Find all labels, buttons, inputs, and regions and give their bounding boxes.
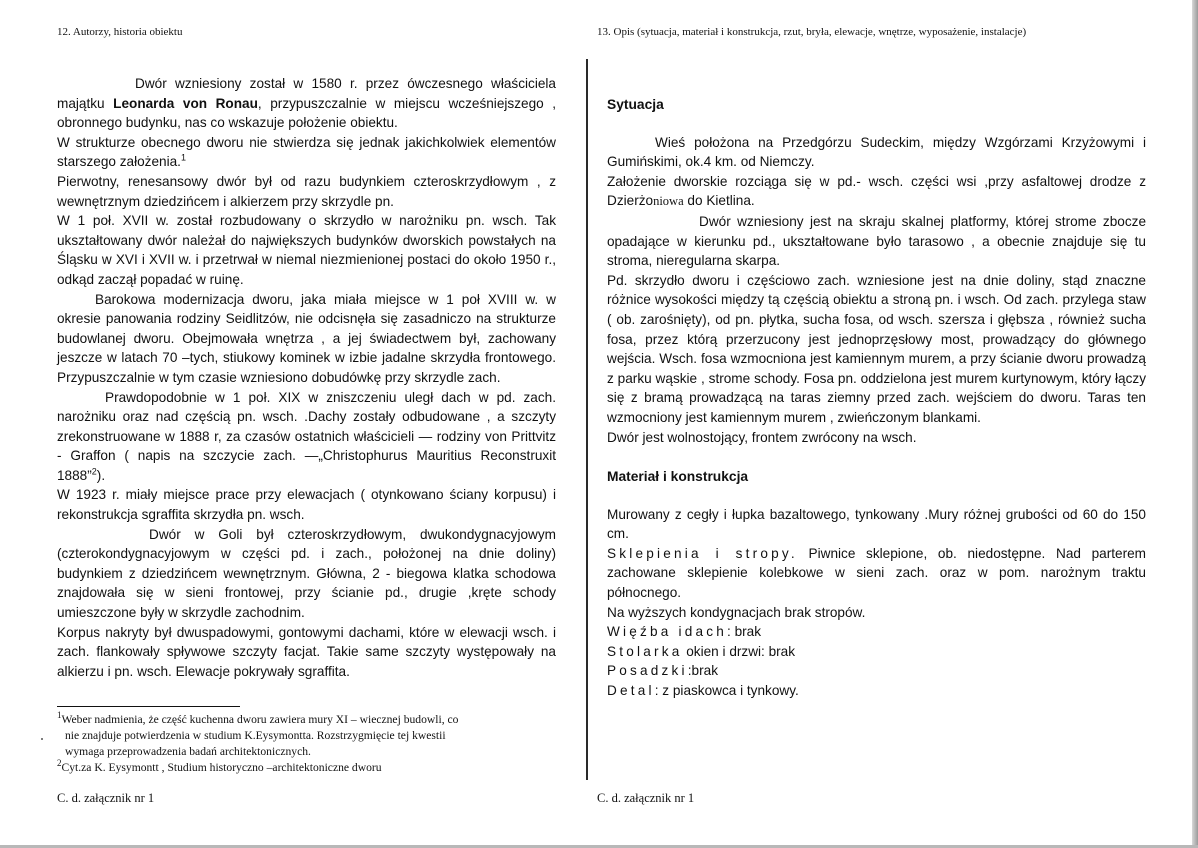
column-divider <box>586 59 588 780</box>
paragraph-text: :brak <box>687 663 718 679</box>
footnote-mark: 1 <box>57 710 62 721</box>
footnote-1 <box>57 712 557 728</box>
material-joinery <box>607 642 1146 662</box>
material-floors <box>607 661 1146 681</box>
spaced-label: Detal <box>607 683 655 699</box>
history-paragraph-4: W 1 poł. XVII w. został rozbudowany o skrzydło w narożniku pn. wsch. Tak ukształtowany dwór należał do największych budynków dworskich powstałych na Śląsku w XVI i XVII w. i przetrwał w niemal niezmienionej postaci do około 1950 r., odkąd zaczął popadać w ruinę. <box>57 213 556 287</box>
paragraph-text: niowa <box>653 194 684 209</box>
right-page-footer: C. d. załącznik nr 1 <box>597 791 695 805</box>
left-page-header: 12. Autorzy, historia obiektu <box>57 26 183 38</box>
footnote-ref-2: 2 <box>91 466 97 477</box>
material-detail <box>607 681 1146 701</box>
situation-paragraph-5: Dwór jest wolnostojący, frontem zwrócony na wsch. <box>607 429 917 445</box>
situation-paragraph-1: Wieś położona na Przedgórzu Sudeckim, między Wzgórzami Krzyżowymi i Gumińskimi, ok.4 km. od Niemczy. <box>607 134 1146 170</box>
history-paragraph-2 <box>57 133 556 172</box>
history-paragraph-5: Barokowa modernizacja dworu, jaka miała miejsce w 1 poł XVIII w. w okresie panowania rodziny Seidlitzów, nie odcisnęła się zasadniczo na strukturze budowlanej dworu. Obejmowała wnętrza , a jej świadectwem był, zachowany jeszcze w latach 70 –tych, stiukowy kominek w izbie jadalne skrzydła frontowego. Przypuszczalnie w tym czasie wzniesiono dobudówkę przy skrzydle zach. <box>57 291 556 385</box>
spaced-label: Sklepienia i stropy. <box>607 545 798 561</box>
history-paragraph-3: Pierwotny, renesansowy dwór był od razu budynkiem czteroskrzydłowym , z wewnętrznym dziedzińcem i alkierzem przy skrzydle pn. <box>57 173 556 209</box>
paragraph-text: Dwór wzniesiony został w 1580 r. przez ówczesnego właściciela majątku <box>57 76 556 111</box>
spaced-label: Posadzki <box>607 663 688 679</box>
paragraph-text: Prawdopodobnie w 1 poł. XIX w zniszczeniu uległ dach w pd. zach. narożniku oraz nad częścią pn. wsch. .Dachy zostały odbudowane , a szczyty zrekonstruowane w 1888 r, za czasów ostatnich właścicieli — rodziny von Prittvitz - Graffon ( napis na szczycie zach. —„Christophurus Mauritius Reconstruxit 1888” <box>57 389 556 483</box>
history-paragraph-6 <box>57 388 556 486</box>
history-paragraph-7: W 1923 r. miały miejsce prace przy elewacjach ( otynkowano ściany korpusu) i rekonstrukcja sgraffita skrzydła pn. wsch. <box>57 487 556 523</box>
situation-paragraph-2 <box>607 172 1146 212</box>
paragraph-text: Założenie dworskie rozciąga się w pd.- wsch. części wsi ,przy asfaltowej drodze z Dzierżo <box>607 173 1146 209</box>
footnote-2 <box>57 760 557 776</box>
footnote-rule <box>57 706 240 707</box>
material-roof-truss <box>607 622 1146 642</box>
paragraph-text: do Kietlina. <box>683 193 755 209</box>
history-paragraph-9: Korpus nakryty był dwuspadowymi, gontowymi dachami, które w elewacji wsch. i zach. flankowały spływowe szczyty facjat. Takie same szczyty występowały na alkierzu i pn. wsch. Elewacje pokrywały sgraffita. <box>57 624 556 679</box>
history-paragraph-1 <box>57 74 556 133</box>
paragraph-text: : brak <box>727 624 762 640</box>
right-page-body <box>607 95 1146 701</box>
material-upper-floors: Na wyższych kondygnacjach brak stropów. <box>607 604 866 620</box>
section-title-material: Materiał i konstrukcja <box>607 469 749 485</box>
paragraph-text: okien i drzwi: brak <box>682 643 796 659</box>
scan-edge-right <box>1192 0 1198 848</box>
right-page-header: 13. Opis (sytuacja, materiał i konstrukcja, rzut, bryła, elewacje, wnętrze, wyposażenie, instalacje) <box>597 26 1027 38</box>
history-paragraph-8: Dwór w Goli był czteroskrzydłowym, dwukondygnacyjowym (czterokondygnacyjowym w części pd. i zach., położonej na dnie doliny) budynkiem z dziedzińcem wewnętrznym. Główna, 2 - biegowa klatka schodowa znajdowała się w sieni frontowej, przy ścianie pd., drugie ,kręte schody umieszczone były w skrzydle zachodnim. <box>57 526 556 621</box>
scan-speck <box>41 738 43 740</box>
situation-paragraph-4: Pd. skrzydło dworu i częściowo zach. wzniesione jest na dnie doliny, stąd znaczne różnice wysokości między tą częścią obiektu a stroną pn. i wsch. Od zach. przylega staw ( ob. zarośnięty), od pn. płytka, sucha fosa, od wsch. szersza i głębsza , również sucha fosa, przez którą przerzucony jest jednoprzęsłowy most, prowadzący do głównego wejścia. Wsch. fosa wzmocniona jest kamiennym murem, a przy ścianie dworu prowadzą z parku wąskie , strome schody. Fosa pn. oddzielona jest murem kurtynowym, który łączy się z bramą prowadzącą na taras ziemny przed zach. wejściem do dworu. Taras ten wzmocniony jest kamiennym murem , zwieńczonym blankami. <box>607 272 1146 425</box>
footnote-1-line-2: nie znajduje potwierdzenia w studium K.Eysymontta. Rozstrzygmięcie tej kwestii <box>65 729 446 742</box>
paragraph-text: W strukturze obecnego dworu nie stwierdza się jednak jakichkolwiek elementów starszego założenia. <box>57 134 556 170</box>
situation-paragraph-3: Dwór wzniesiony jest na skraju skalnej platformy, której strome zbocze opadające w kierunku pd., ukształtowane było tarasowo , a obecnie znajduje się tu stroma, nieregularna skarpa. <box>607 213 1146 269</box>
spaced-label: Stolarka <box>607 643 683 659</box>
footnote-mark: 2 <box>57 758 62 769</box>
material-paragraph-1: Murowany z cegły i łupka bazaltowego, tynkowany .Mury różnej grubości od 60 do 150 cm. <box>607 506 1146 542</box>
owner-name: Leonarda von Ronau <box>113 95 258 111</box>
material-vaults <box>607 544 1146 603</box>
footnotes <box>57 712 557 776</box>
spaced-label: Więźba idach <box>607 624 728 640</box>
section-title-sytuacja: Sytuacja <box>607 97 664 112</box>
paragraph-text: , przypuszczalnie w miejscu wcześniejszego , obronnego budynku, nas co wskazuje położenie obiektu. <box>57 95 557 131</box>
paragraph-text: Piwnice sklepione, ob. niedostępne. Nad parterem zachowane sklepienie kolebkowe w sieni zach. oraz w pom. narożnym traktu północnego. <box>607 545 1147 601</box>
footnote-ref-1: 1 <box>180 152 186 163</box>
left-page-footer: C. d. załącznik nr 1 <box>57 791 155 805</box>
footnote-1-line-3: wymaga przeprowadzenia badań architektonicznych. <box>65 745 311 758</box>
footnote-text: Weber nadmienia, że część kuchenna dworu zawiera mury XI – wiecznej budowli, co <box>61 713 459 726</box>
paragraph-text: : z piaskowca i tynkowy. <box>654 683 799 699</box>
footnote-text: Cyt.za K. Eysymontt , Studium historyczno –architektoniczne dworu <box>61 761 382 774</box>
left-page-body <box>57 74 556 681</box>
paragraph-text: ). <box>96 467 106 483</box>
